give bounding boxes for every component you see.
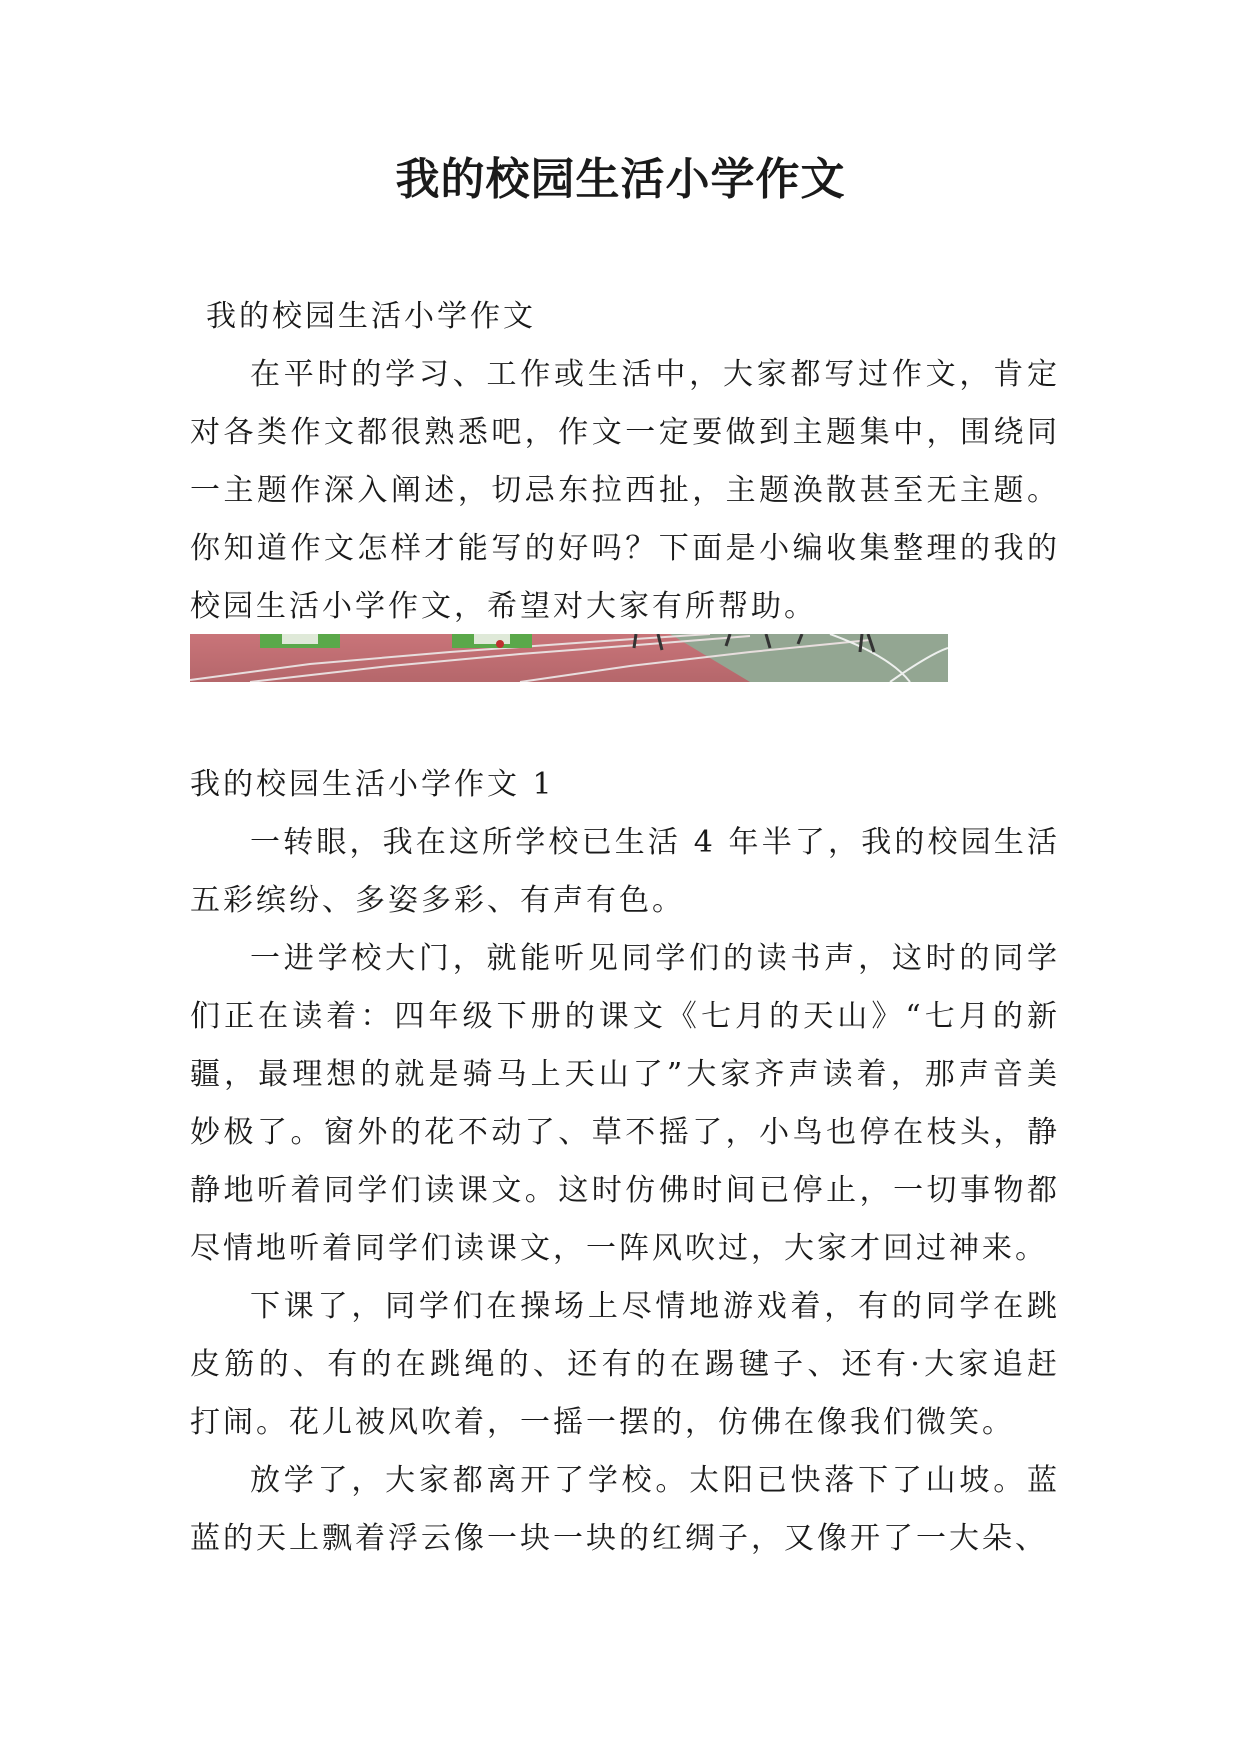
playground-photo-image	[190, 634, 948, 682]
essay-paragraph: 一转眼，我在这所学校已生活 4 年半了，我的校园生活五彩缤纷、多姿多彩、有声有色。	[190, 825, 1060, 918]
essay-paragraph: 一进学校大门，就能听见同学们的读书声，这时的同学们正在读着：四年级下册的课文《七月的天山》“七月的新疆，最理想的就是骑马上天山了”大家齐声读着，那声音美妙极了。窗外的花不动了、草不摇了，小鸟也停在枝头，静静地听着同学们读课文。这时仿佛时间已停止，一切事物都尽情地听着同学们读课文，一阵风吹过，大家才回过神来。	[190, 941, 1060, 1266]
section-heading: 我的校园生活小学作文 1	[190, 767, 555, 802]
intro-block	[190, 346, 1060, 636]
intro-paragraph: 在平时的学习、工作或生活中，大家都写过作文，肯定对各类作文都很熟悉吧，作文一定要做到主题集中，围绕同一主题作深入阐述，切忌东拉西扯，主题涣散甚至无主题。你知道作文怎样才能写的好吗？下面是小编收集整理的我的校园生活小学作文，希望对大家有所帮助。	[190, 357, 1060, 624]
essay-body	[190, 814, 1060, 1568]
document-title: 我的校园生活小学作文	[395, 154, 846, 205]
essay-paragraph: 放学了，大家都离开了学校。太阳已快落下了山坡。蓝蓝的天上飘着浮云像一块一块的红绸子，又像开了一大朵、	[190, 1463, 1060, 1556]
essay-paragraph: 下课了，同学们在操场上尽情地游戏着，有的同学在跳皮筋的、有的在跳绳的、还有的在踢毽子、还有·大家追赶打闹。花儿被风吹着，一摇一摆的，仿佛在像我们微笑。	[190, 1289, 1060, 1440]
playground-photo	[190, 634, 948, 682]
document-subtitle: 我的校园生活小学作文	[206, 299, 536, 334]
